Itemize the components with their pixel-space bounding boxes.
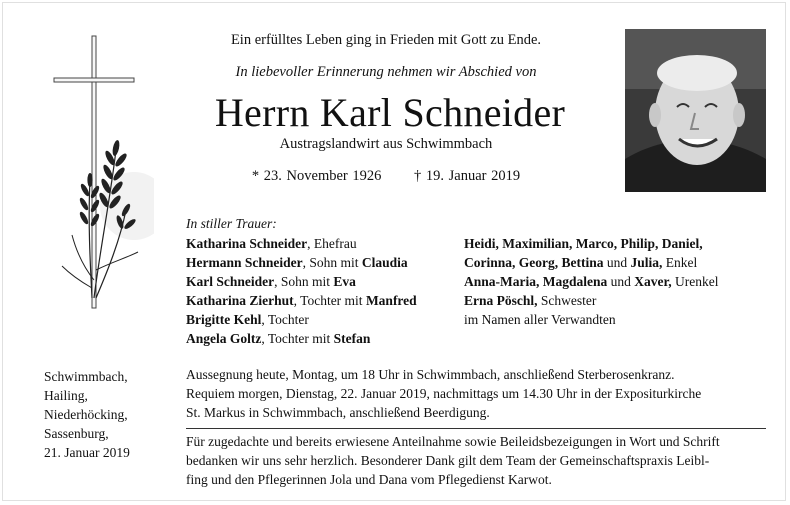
mourners-right-column: [464, 234, 718, 329]
mourner-relation: und: [603, 255, 631, 270]
mourner-relation: , Tochter mit: [261, 331, 334, 346]
place-line: Schwimmbach,: [44, 369, 128, 384]
portrait-photo: [625, 29, 766, 192]
thanks-line: bedanken wir uns sehr herzlich. Besonderer Dank gilt dem Team der Gemeinschaftspraxis Leibl-: [186, 453, 710, 468]
thanks-text: [186, 432, 766, 489]
service-line: St. Markus in Schwimmbach, anschließend Beerdigung.: [186, 405, 490, 420]
mourner-name: Hermann Schneider: [186, 255, 303, 270]
service-line: Aussegnung heute, Montag, um 18 Uhr in Schwimmbach, anschließend Sterberosenkranz.: [186, 367, 675, 382]
place-line: Sassenburg,: [44, 426, 109, 441]
mourner-row: [186, 310, 417, 329]
mourner-name: Katharina Schneider: [186, 236, 308, 251]
mourner-row: [464, 234, 718, 253]
mourner-name: Karl Schneider: [186, 274, 275, 289]
farewell-line: In liebevoller Erinnerung nehmen wir Abschied von: [235, 64, 537, 80]
mourner-relation: , Ehefrau: [307, 236, 357, 251]
mourner-row: [186, 253, 417, 272]
mourners-label: In stiller Trauer:: [186, 216, 277, 231]
service-info: [186, 365, 766, 422]
cross-with-wheat-icon: [42, 30, 154, 320]
mourner-partner: Xaver,: [634, 274, 672, 289]
mourner-relation: , Tochter mit: [293, 293, 366, 308]
occupation: Austragslandwirt aus Schwimmbach: [279, 136, 493, 152]
place-line: Niederhöcking,: [44, 407, 128, 422]
deceased-name: Herrn Karl Schneider: [214, 90, 566, 135]
service-line: Requiem morgen, Dienstag, 22. Januar 2019, nachmittags um 14.30 Uhr in der Expositurkirche: [186, 386, 702, 401]
notice-date: 21. Januar 2019: [44, 445, 130, 460]
mourner-partner: Eva: [333, 274, 356, 289]
mourner-partner: Julia,: [630, 255, 663, 270]
thanks-line: Für zugedachte und bereits erwiesene Anteilnahme sowie Beileidsbezeigungen in Wort und Schrift: [186, 434, 720, 449]
mourner-name: Angela Goltz: [186, 331, 262, 346]
mourner-name: Anna-Maria, Magdalena: [464, 274, 608, 289]
mourner-partner: Claudia: [361, 255, 408, 270]
mourner-suffix: Enkel: [662, 255, 698, 270]
mourner-partner: Manfred: [365, 293, 417, 308]
mourner-name: Katharina Zierhut: [186, 293, 294, 308]
divider: [186, 428, 766, 429]
mourner-suffix: Urenkel: [671, 274, 719, 289]
places-and-date: [44, 367, 130, 462]
place-line: Hailing,: [44, 388, 88, 403]
portrait-illustration: [625, 29, 766, 192]
mourner-row: [464, 253, 718, 272]
intro-line: Ein erfülltes Leben ging in Frieden mit Gott zu Ende.: [230, 32, 542, 48]
mourner-name: Heidi, Maximilian, Marco, Philip, Daniel,: [464, 236, 703, 251]
birth-date: * 23. November 1926: [251, 168, 382, 184]
mourner-partner: Stefan: [333, 331, 371, 346]
mourner-relation: im Namen aller Verwandten: [464, 312, 616, 327]
mourner-row: [464, 272, 718, 291]
mourner-relation: Schwester: [537, 293, 597, 308]
life-dates: [186, 168, 586, 185]
mourner-name: Brigitte Kehl: [186, 312, 262, 327]
thanks-line: fing und den Pflegerinnen Jola und Dana vom Pflegedienst Karwot.: [186, 472, 552, 487]
mourner-row: [186, 234, 417, 253]
mourner-row: [186, 329, 417, 348]
mourner-row: [186, 291, 417, 310]
mourner-relation: , Sohn mit: [274, 274, 334, 289]
mourner-name: Erna Pöschl,: [464, 293, 538, 308]
mourners-left-column: [186, 234, 417, 348]
mourner-row: [464, 310, 718, 329]
mourner-row: [464, 291, 718, 310]
death-date: † 19. Januar 2019: [413, 168, 521, 184]
mourner-name: Corinna, Georg, Bettina: [464, 255, 604, 270]
mourner-relation: und: [607, 274, 635, 289]
mourner-relation: , Sohn mit: [302, 255, 362, 270]
mourner-relation: , Tochter: [261, 312, 309, 327]
mourner-row: [186, 272, 417, 291]
